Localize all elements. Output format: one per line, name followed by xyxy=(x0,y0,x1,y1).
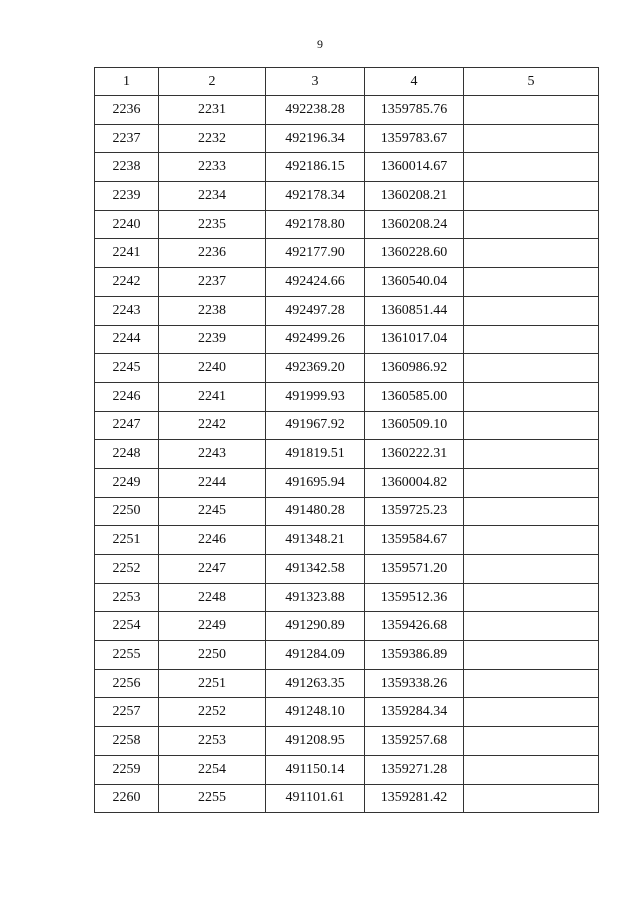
table-cell-col-2: 2237 xyxy=(159,268,266,297)
table-cell-col-4: 1359284.34 xyxy=(365,698,464,727)
table-cell-col-4: 1360585.00 xyxy=(365,382,464,411)
table-row xyxy=(95,468,599,497)
table-cell-col-3: 491348.21 xyxy=(266,526,365,555)
table-cell-col-2: 2234 xyxy=(159,182,266,211)
table-cell-col-1: 2244 xyxy=(95,325,159,354)
table-row xyxy=(95,583,599,612)
table-cell-col-5 xyxy=(464,440,599,469)
table-cell-col-1: 2258 xyxy=(95,727,159,756)
table-cell-col-3: 491263.35 xyxy=(266,669,365,698)
table-cell-col-3: 491323.88 xyxy=(266,583,365,612)
table-cell-col-1: 2256 xyxy=(95,669,159,698)
table-cell-col-1: 2249 xyxy=(95,468,159,497)
table-cell-col-5 xyxy=(464,555,599,584)
table-cell-col-1: 2255 xyxy=(95,641,159,670)
table-cell-col-2: 2240 xyxy=(159,354,266,383)
table-row xyxy=(95,96,599,125)
table-cell-col-1: 2242 xyxy=(95,268,159,297)
table-row xyxy=(95,555,599,584)
table-row xyxy=(95,325,599,354)
table-cell-col-3: 491150.14 xyxy=(266,755,365,784)
table-cell-col-2: 2251 xyxy=(159,669,266,698)
table-row xyxy=(95,755,599,784)
table-cell-col-1: 2236 xyxy=(95,96,159,125)
table-cell-col-5 xyxy=(464,727,599,756)
table-cell-col-4: 1359271.28 xyxy=(365,755,464,784)
table-cell-col-5 xyxy=(464,382,599,411)
table-row xyxy=(95,354,599,383)
table-cell-col-4: 1359426.68 xyxy=(365,612,464,641)
column-header-1: 1 xyxy=(95,68,159,96)
table-cell-col-2: 2233 xyxy=(159,153,266,182)
table-row xyxy=(95,268,599,297)
table-cell-col-2: 2241 xyxy=(159,382,266,411)
table-cell-col-4: 1360208.24 xyxy=(365,210,464,239)
table-cell-col-4: 1360851.44 xyxy=(365,296,464,325)
table-cell-col-2: 2245 xyxy=(159,497,266,526)
table-cell-col-2: 2252 xyxy=(159,698,266,727)
table-cell-col-4: 1360014.67 xyxy=(365,153,464,182)
table-cell-col-4: 1359783.67 xyxy=(365,124,464,153)
table-cell-col-2: 2255 xyxy=(159,784,266,813)
table-cell-col-4: 1359512.36 xyxy=(365,583,464,612)
table-row xyxy=(95,296,599,325)
page-number: 9 xyxy=(317,37,323,51)
table-cell-col-2: 2238 xyxy=(159,296,266,325)
table-cell-col-5 xyxy=(464,784,599,813)
table-cell-col-3: 492497.28 xyxy=(266,296,365,325)
table-row xyxy=(95,669,599,698)
table-cell-col-3: 492238.28 xyxy=(266,96,365,125)
table-cell-col-3: 492196.34 xyxy=(266,124,365,153)
table-cell-col-5 xyxy=(464,268,599,297)
table-row xyxy=(95,497,599,526)
table-cell-col-5 xyxy=(464,497,599,526)
table-row xyxy=(95,526,599,555)
table-cell-col-3: 491819.51 xyxy=(266,440,365,469)
table-row xyxy=(95,210,599,239)
table-cell-col-5 xyxy=(464,182,599,211)
table-cell-col-3: 492178.80 xyxy=(266,210,365,239)
table-cell-col-5 xyxy=(464,153,599,182)
table-row xyxy=(95,612,599,641)
table-row xyxy=(95,698,599,727)
table-cell-col-5 xyxy=(464,296,599,325)
table-cell-col-5 xyxy=(464,325,599,354)
table-cell-col-4: 1360004.82 xyxy=(365,468,464,497)
table-cell-col-4: 1360208.21 xyxy=(365,182,464,211)
table-cell-col-4: 1359281.42 xyxy=(365,784,464,813)
column-header-2: 2 xyxy=(159,68,266,96)
table-cell-col-4: 1359584.67 xyxy=(365,526,464,555)
table-cell-col-3: 491967.92 xyxy=(266,411,365,440)
table-cell-col-3: 492177.90 xyxy=(266,239,365,268)
coordinates-table xyxy=(94,67,599,813)
table-cell-col-4: 1361017.04 xyxy=(365,325,464,354)
table-cell-col-1: 2237 xyxy=(95,124,159,153)
table-cell-col-2: 2235 xyxy=(159,210,266,239)
table-cell-col-4: 1360222.31 xyxy=(365,440,464,469)
table-cell-col-1: 2252 xyxy=(95,555,159,584)
table-cell-col-5 xyxy=(464,612,599,641)
table-cell-col-2: 2232 xyxy=(159,124,266,153)
table-cell-col-1: 2241 xyxy=(95,239,159,268)
table-row xyxy=(95,440,599,469)
table-cell-col-1: 2239 xyxy=(95,182,159,211)
table-cell-col-4: 1360540.04 xyxy=(365,268,464,297)
table-cell-col-5 xyxy=(464,583,599,612)
table-cell-col-2: 2236 xyxy=(159,239,266,268)
column-header-4: 4 xyxy=(365,68,464,96)
table-cell-col-3: 491342.58 xyxy=(266,555,365,584)
table-row xyxy=(95,239,599,268)
table-cell-col-3: 492178.34 xyxy=(266,182,365,211)
table-row xyxy=(95,784,599,813)
table-cell-col-2: 2231 xyxy=(159,96,266,125)
table-cell-col-1: 2257 xyxy=(95,698,159,727)
table-cell-col-3: 492499.26 xyxy=(266,325,365,354)
table-cell-col-2: 2243 xyxy=(159,440,266,469)
table-cell-col-5 xyxy=(464,96,599,125)
table-cell-col-2: 2244 xyxy=(159,468,266,497)
table-cell-col-3: 492424.66 xyxy=(266,268,365,297)
table-row xyxy=(95,153,599,182)
table-cell-col-1: 2259 xyxy=(95,755,159,784)
table-cell-col-4: 1360228.60 xyxy=(365,239,464,268)
table-cell-col-1: 2253 xyxy=(95,583,159,612)
table-cell-col-3: 492186.15 xyxy=(266,153,365,182)
table-cell-col-5 xyxy=(464,411,599,440)
table-cell-col-2: 2242 xyxy=(159,411,266,440)
table-row xyxy=(95,182,599,211)
table-cell-col-4: 1360986.92 xyxy=(365,354,464,383)
table-cell-col-5 xyxy=(464,526,599,555)
table-cell-col-1: 2247 xyxy=(95,411,159,440)
table-cell-col-5 xyxy=(464,239,599,268)
table-cell-col-1: 2243 xyxy=(95,296,159,325)
table-cell-col-4: 1360509.10 xyxy=(365,411,464,440)
table-cell-col-1: 2245 xyxy=(95,354,159,383)
table-cell-col-4: 1359386.89 xyxy=(365,641,464,670)
table-cell-col-3: 491695.94 xyxy=(266,468,365,497)
table-row xyxy=(95,727,599,756)
table-cell-col-5 xyxy=(464,124,599,153)
table-cell-col-3: 492369.20 xyxy=(266,354,365,383)
table-cell-col-5 xyxy=(464,468,599,497)
table-cell-col-1: 2260 xyxy=(95,784,159,813)
table-cell-col-1: 2246 xyxy=(95,382,159,411)
table-cell-col-2: 2249 xyxy=(159,612,266,641)
table-cell-col-2: 2239 xyxy=(159,325,266,354)
table-cell-col-3: 491101.61 xyxy=(266,784,365,813)
table-cell-col-1: 2250 xyxy=(95,497,159,526)
table-row xyxy=(95,411,599,440)
table-cell-col-4: 1359338.26 xyxy=(365,669,464,698)
table-cell-col-1: 2254 xyxy=(95,612,159,641)
table-cell-col-4: 1359785.76 xyxy=(365,96,464,125)
table-cell-col-5 xyxy=(464,641,599,670)
table-cell-col-3: 491480.28 xyxy=(266,497,365,526)
column-header-3: 3 xyxy=(266,68,365,96)
table-cell-col-4: 1359725.23 xyxy=(365,497,464,526)
table-cell-col-1: 2248 xyxy=(95,440,159,469)
table-cell-col-2: 2250 xyxy=(159,641,266,670)
table-row xyxy=(95,124,599,153)
column-header-5: 5 xyxy=(464,68,599,96)
table-cell-col-2: 2248 xyxy=(159,583,266,612)
table-cell-col-3: 491290.89 xyxy=(266,612,365,641)
table-cell-col-1: 2240 xyxy=(95,210,159,239)
table-cell-col-5 xyxy=(464,354,599,383)
table-cell-col-1: 2251 xyxy=(95,526,159,555)
table-cell-col-3: 491248.10 xyxy=(266,698,365,727)
table-cell-col-4: 1359257.68 xyxy=(365,727,464,756)
table-body xyxy=(95,96,599,813)
table-row xyxy=(95,382,599,411)
table-cell-col-5 xyxy=(464,669,599,698)
table-cell-col-3: 491999.93 xyxy=(266,382,365,411)
table-cell-col-3: 491208.95 xyxy=(266,727,365,756)
header-row xyxy=(95,68,599,96)
table-cell-col-5 xyxy=(464,755,599,784)
table-row xyxy=(95,641,599,670)
table-cell-col-4: 1359571.20 xyxy=(365,555,464,584)
table-cell-col-5 xyxy=(464,698,599,727)
table-cell-col-2: 2254 xyxy=(159,755,266,784)
table-cell-col-2: 2253 xyxy=(159,727,266,756)
table-cell-col-2: 2247 xyxy=(159,555,266,584)
table-cell-col-1: 2238 xyxy=(95,153,159,182)
table-cell-col-2: 2246 xyxy=(159,526,266,555)
table-cell-col-5 xyxy=(464,210,599,239)
table-cell-col-3: 491284.09 xyxy=(266,641,365,670)
